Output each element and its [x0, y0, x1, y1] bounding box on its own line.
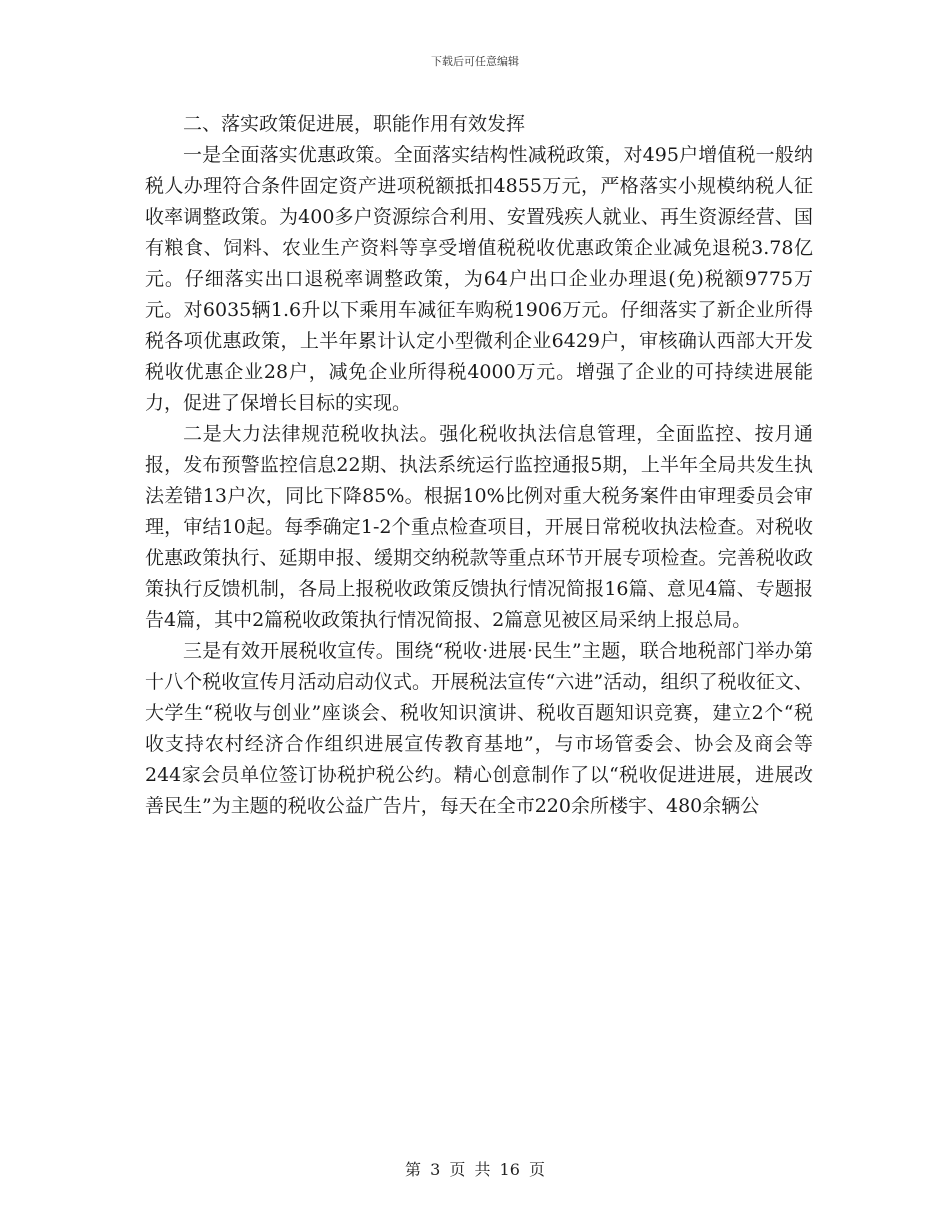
- page-header: 下载后可任意编辑: [431, 55, 519, 68]
- document-body: [145, 109, 813, 822]
- paragraph-tax-enforcement: 二是大力法律规范税收执法。强化税收执法信息管理，全面监控、按月通报，发布预警监控信息22期、执法系统运行监控通报5期，上半年全局共发生执法差错13户次，同比下降85%。根据10%比例对重大税务案件由审理委员会审理，审结10起。每季确定1-2个重点检查项目，开展日常税收执法检查。对税收优惠政策执行、延期申报、缓期交纳税款等重点环节开展专项检查。完善税收政策执行反馈机制，各局上报税收政策反馈执行情况简报16篇、意见4篇、专题报告4篇，其中2篇税收政策执行情况简报、2篇意见被区局采纳上报总局。: [145, 423, 813, 631]
- section-heading: 二、落实政策促进展，职能作用有效发挥: [183, 113, 526, 135]
- page-number: 第 3 页 共 16 页: [405, 1160, 545, 1179]
- paragraph-tax-publicity: 三是有效开展税收宣传。围绕“税收·进展·民生”主题，联合地税部门举办第十八个税收宣传月活动启动仪式。开展税法宣传“六进”活动，组织了税收征文、大学生“税收与创业”座谈会、税收知识演讲、税收百题知识竞赛，建立2个“税收支持农村经济合作组织进展宣传教育基地”，与市场管委会、协会及商会等244家会员单位签订协税护税公约。精心创意制作了以“税收促进进展，进展改善民生”为主题的税收公益广告片，每天在全市220余所楼宇、480余辆公: [145, 640, 813, 817]
- paragraph-preferential-policies: 一是全面落实优惠政策。全面落实结构性减税政策，对495户增值税一般纳税人办理符合条件固定资产进项税额抵扣4855万元，严格落实小规模纳税人征收率调整政策。为400多户资源综合利用、安置残疾人就业、再生资源经营、国有粮食、饲料、农业生产资料等享受增值税税收优惠政策企业减免退税3.78亿元。仔细落实出口退税率调整政策，为64户出口企业办理退(免)税额9775万元。对6035辆1.6升以下乘用车减征车购税1906万元。仔细落实了新企业所得税各项优惠政策，上半年累计认定小型微利企业6429户，审核确认西部大开发税收优惠企业28户，减免企业所得税4000万元。增强了企业的可持续进展能力，促进了保增长目标的实现。: [145, 144, 813, 414]
